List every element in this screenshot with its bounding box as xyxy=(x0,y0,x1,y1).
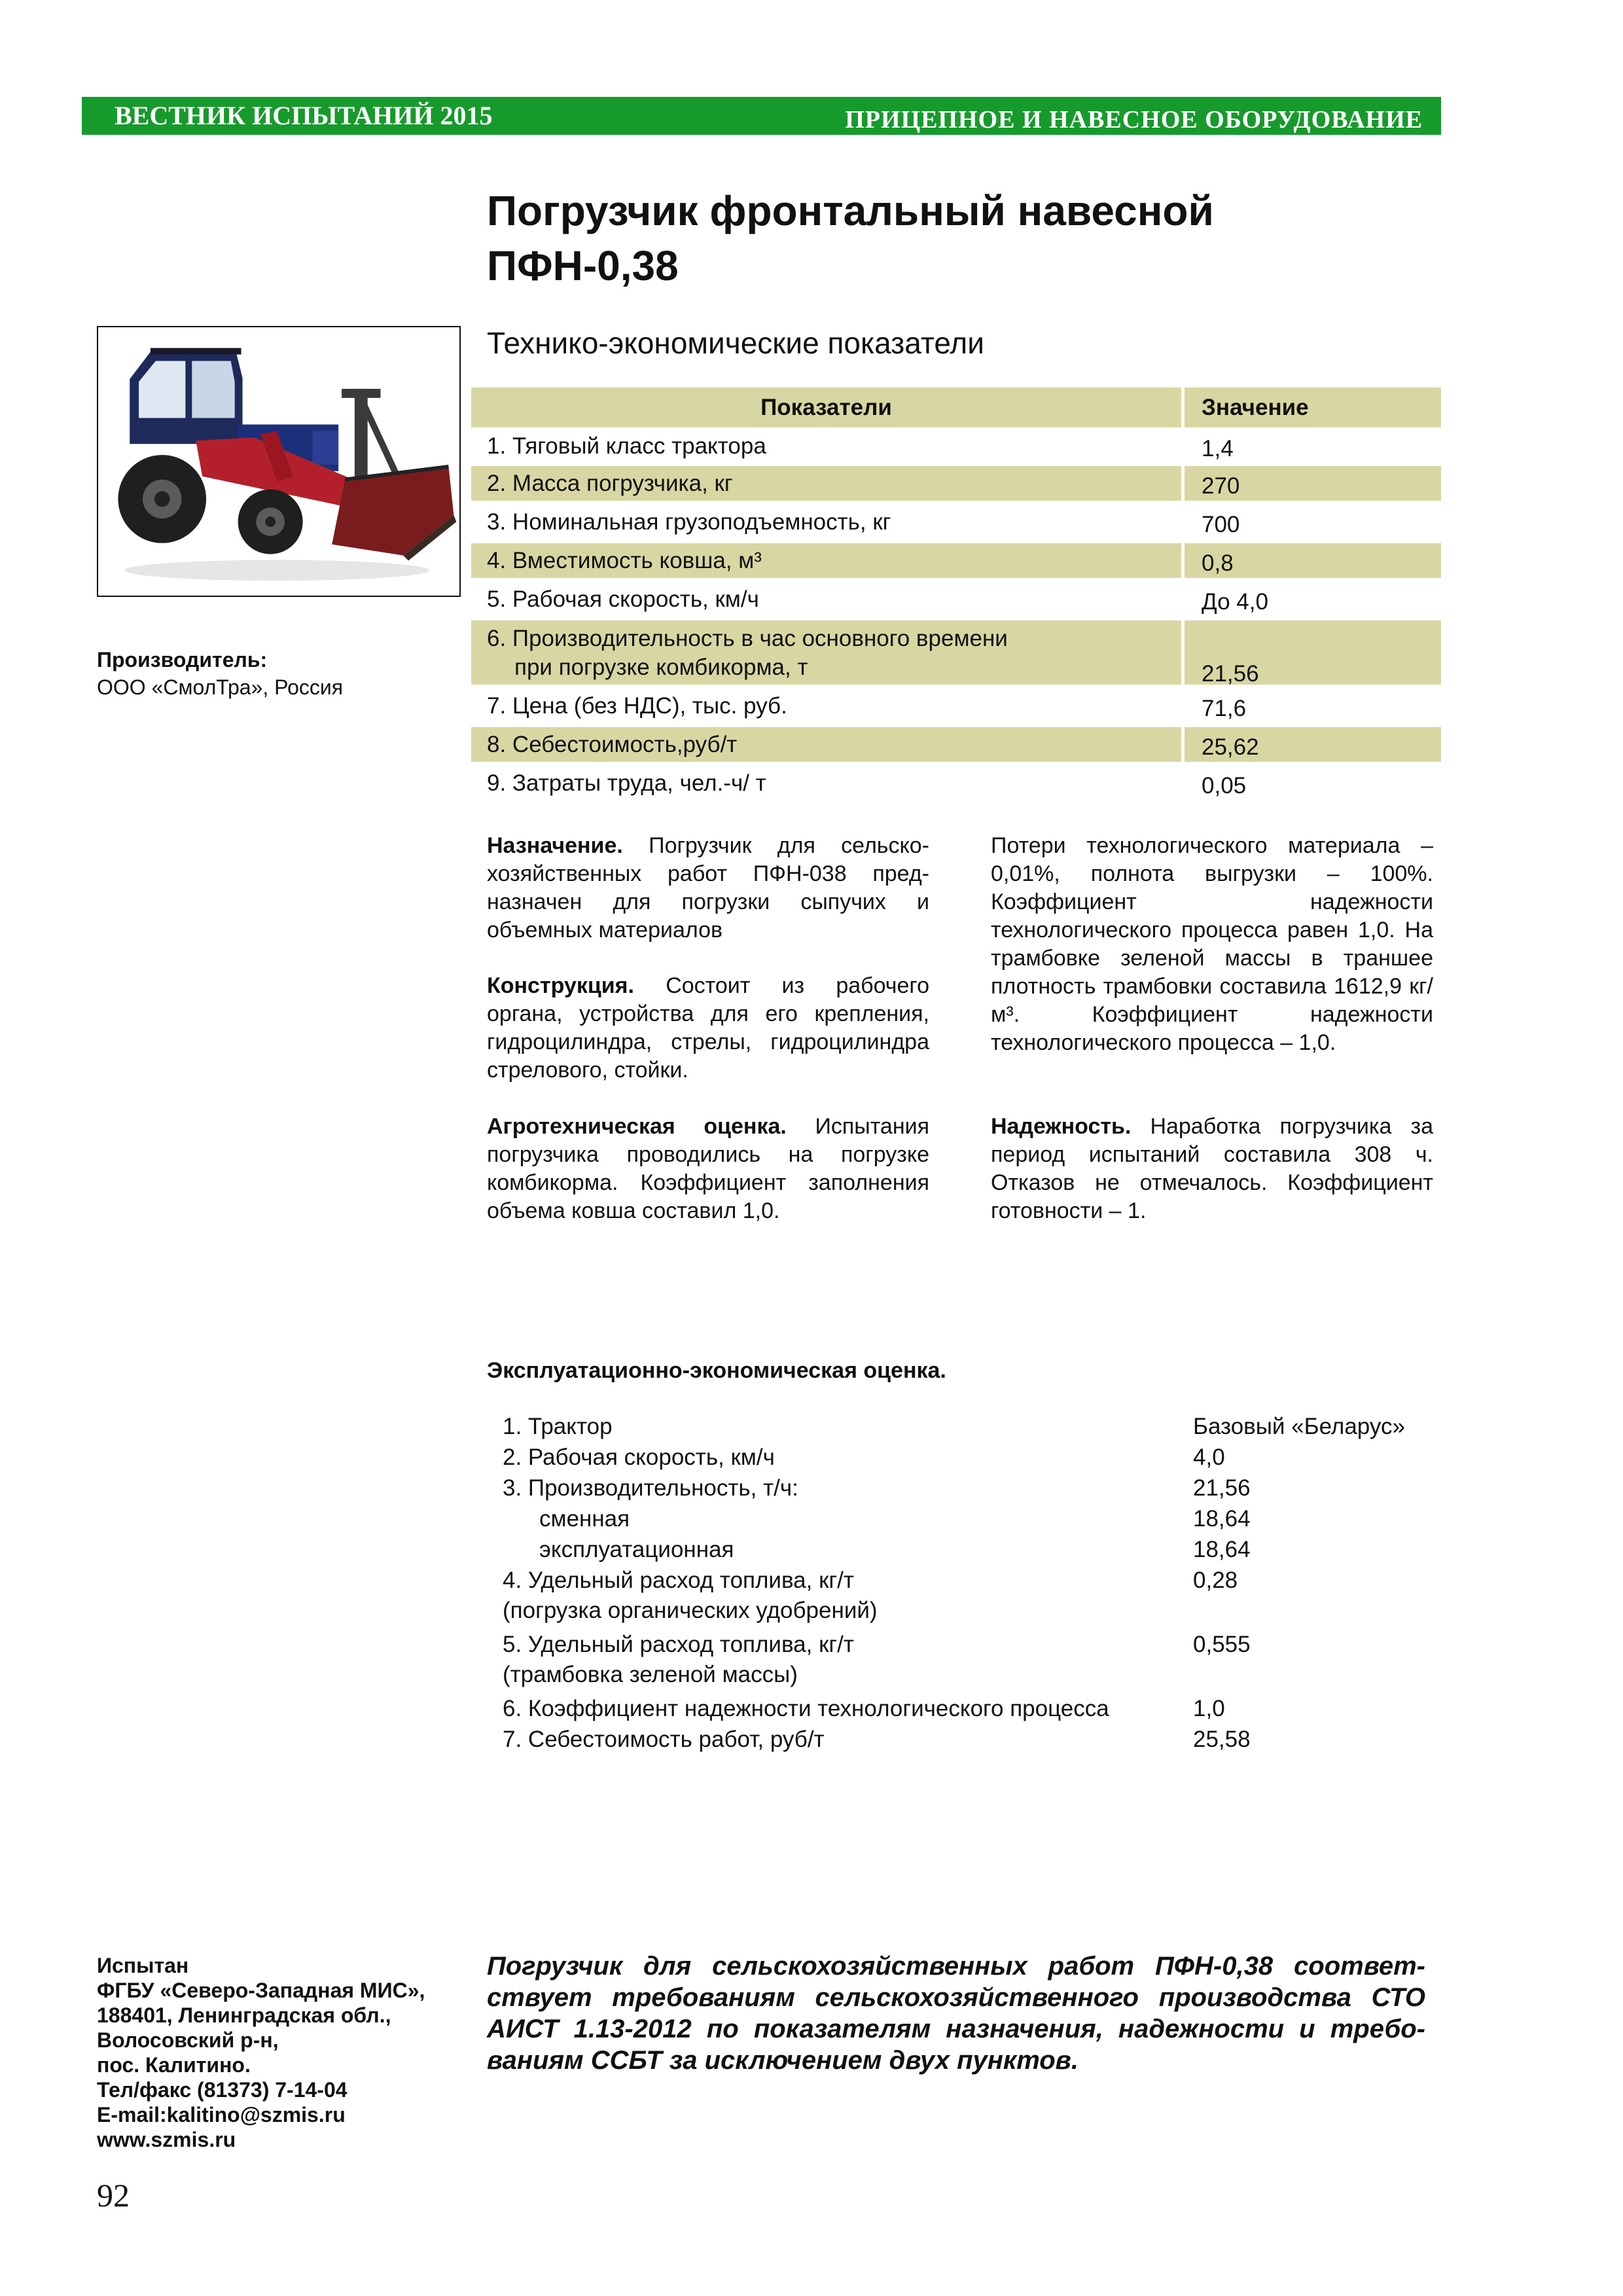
item-name: 3. Производительность, т/ч: xyxy=(503,1475,798,1501)
tested-phone: Тел/факс (81373) 7-14-04 xyxy=(97,2078,348,2102)
table-row xyxy=(471,505,1441,543)
list-item xyxy=(503,1565,1432,1625)
item-value: 25,58 xyxy=(1193,1727,1251,1752)
producer-label: Производитель: xyxy=(97,648,268,672)
row-name: 7. Цена (без НДС), тыс. руб. xyxy=(487,693,787,719)
item-name: сменная xyxy=(539,1506,630,1532)
item-name: эксплуатационная xyxy=(539,1537,734,1562)
journal-title: ВЕСТНИК ИСПЫТАНИЙ 2015 xyxy=(115,101,493,130)
row-value: 0,8 xyxy=(1185,543,1441,578)
item-name-line2: (погрузка органических удобрений) xyxy=(503,1598,878,1623)
row-name-line1: 6. Производительность в час основного времени xyxy=(487,626,1008,651)
list-item xyxy=(503,1693,1432,1724)
item-name: 7. Себестоимость работ, руб/т xyxy=(503,1727,825,1752)
table-row xyxy=(471,620,1441,689)
row-value: 1,4 xyxy=(1202,436,1234,461)
item-name: 1. Трактор xyxy=(503,1414,613,1439)
row-name: 4. Вместимость ковша, м³ xyxy=(471,543,1181,578)
item-value: 0,28 xyxy=(1193,1568,1238,1593)
row-name: 1. Тяговый класс трактора xyxy=(487,433,766,459)
exploitation-list xyxy=(503,1411,1432,1755)
list-item xyxy=(503,1724,1432,1755)
losses-paragraph xyxy=(991,832,1433,1057)
item-value: 21,56 xyxy=(1193,1475,1251,1501)
producer-value: ООО «СмолТра», Россия xyxy=(97,675,344,699)
table-header-row xyxy=(471,387,1441,427)
specs-heading: Технико-экономические показатели xyxy=(487,326,984,360)
table-row xyxy=(471,727,1441,766)
product-title-line2: ПФН-0,38 xyxy=(487,242,679,289)
reliability-label: Надежность. xyxy=(991,1114,1132,1139)
product-title xyxy=(487,183,1429,293)
agro-text: Испытания погрузчика проводились на погрузке комбикорма. Коэффициент заполнения объема ковша составил 1,0. xyxy=(487,1114,930,1223)
list-item xyxy=(503,1442,1432,1473)
page-number: 92 xyxy=(97,2177,130,2214)
row-value: 21,56 xyxy=(1185,620,1441,685)
tested-line: 188401, Ленинградская обл., xyxy=(97,2003,391,2027)
section-title: ПРИЦЕПНОЕ И НАВЕСНОЕ ОБОРУДОВАНИЕ xyxy=(845,106,1423,134)
reliability-paragraph xyxy=(991,1113,1433,1225)
row-value: 0,05 xyxy=(1202,773,1247,798)
row-value: 700 xyxy=(1202,512,1240,537)
product-photo xyxy=(97,326,461,597)
tested-email: E-mail:kalitino@szmis.ru xyxy=(97,2103,346,2126)
tested-line: Волосовский р-н, xyxy=(97,2028,279,2052)
item-value: 0,555 xyxy=(1193,1632,1251,1657)
item-value: 4,0 xyxy=(1193,1444,1225,1470)
list-item xyxy=(503,1411,1432,1442)
construction-label: Конструкция. xyxy=(487,973,634,998)
row-name: 8. Себестоимость,руб/т xyxy=(471,727,1181,762)
row-name: 5. Рабочая скорость, км/ч xyxy=(487,586,759,612)
table-row xyxy=(471,427,1441,466)
construction-text: Состоит из рабочего органа, устройства для его крепления, гидроцилиндра, стрелы, гидроцилиндра стрелового, стойки. xyxy=(487,973,929,1083)
table-row xyxy=(471,466,1441,505)
exploitation-heading: Эксплуатационно-экономическая оценка. xyxy=(487,1358,946,1383)
agro-paragraph xyxy=(487,1113,929,1225)
column-header-value: Значение xyxy=(1185,387,1441,427)
table-row xyxy=(471,582,1441,620)
purpose-text: Погрузчик для сельскохозяйственных работ ПФН-038 предназначен для погрузки сыпучих и объемных материалов xyxy=(487,833,929,942)
tested-line: пос. Калитино. xyxy=(97,2053,251,2077)
item-name: 6. Коэффициент надежности технологического процесса xyxy=(503,1696,1109,1721)
row-value: 25,62 xyxy=(1185,727,1441,762)
purpose-label: Назначение. xyxy=(487,833,623,858)
table-row xyxy=(471,766,1441,804)
row-value: 270 xyxy=(1185,466,1441,501)
conclusion-text: Погрузчик для сельскохозяйственных работ ПФН-0,38 соответствует требованиям сельскохозяйственного производства СТО АИСТ 1.13-2012 по показателям назначения, надежности и требованиям ССБТ за исключением двух пунктов. xyxy=(487,1952,1425,2075)
table-row xyxy=(471,689,1441,727)
row-name: 3. Номинальная грузоподъемность, кг xyxy=(487,509,891,535)
header-band xyxy=(82,97,1441,135)
column-header-name: Показатели xyxy=(471,387,1181,427)
product-title-line1: Погрузчик фронтальный навесной xyxy=(487,187,1214,234)
item-name: 5. Удельный расход топлива, кг/т xyxy=(503,1632,854,1657)
tested-website: www.szmis.ru xyxy=(97,2128,236,2151)
row-value: До 4,0 xyxy=(1202,589,1268,615)
reliability-text: Наработка погрузчика за период испытаний составила 308 ч. Отказов не отмечалось. Коэффициент готовности – 1. xyxy=(991,1114,1433,1223)
item-value: Базовый «Беларус» xyxy=(1193,1414,1405,1439)
row-name: 9. Затраты труда, чел.-ч/ т xyxy=(487,770,766,796)
list-item xyxy=(503,1629,1432,1689)
list-item xyxy=(503,1473,1432,1503)
item-value: 1,0 xyxy=(1193,1696,1225,1721)
specs-table xyxy=(471,387,1441,804)
tested-line: Испытан xyxy=(97,1954,189,1977)
tested-by-block xyxy=(97,1953,425,2152)
list-item xyxy=(503,1534,1432,1565)
losses-text: Потери технологического материала – 0,01%, полнота выгрузки – 100%. Коэффициент надежности технологического процесса равен 1,0. На трамбовке зеленой массы в траншее плотность трамбовки составила 1612,9 кг/м³. Коэффициент надежности технологического процесса – 1,0. xyxy=(991,833,1433,1055)
table-row xyxy=(471,543,1441,582)
purpose-paragraph xyxy=(487,832,929,944)
agro-label: Агротехническая оценка. xyxy=(487,1114,787,1139)
item-name: 2. Рабочая скорость, км/ч xyxy=(503,1444,775,1470)
row-name-line2: при погрузке комбикорма, т xyxy=(514,655,808,680)
list-item xyxy=(503,1503,1432,1534)
item-value: 18,64 xyxy=(1193,1506,1251,1532)
construction-paragraph xyxy=(487,972,929,1085)
item-name-line2: (трамбовка зеленой массы) xyxy=(503,1662,798,1687)
row-name: 2. Масса погрузчика, кг xyxy=(471,466,1181,501)
item-value: 18,64 xyxy=(1193,1537,1251,1562)
row-name xyxy=(471,620,1181,685)
tractor-loader-icon xyxy=(98,327,459,596)
row-value: 71,6 xyxy=(1202,696,1247,721)
tested-line: ФГБУ «Северо-Западная МИС», xyxy=(97,1979,425,2002)
item-name: 4. Удельный расход топлива, кг/т xyxy=(503,1568,854,1593)
